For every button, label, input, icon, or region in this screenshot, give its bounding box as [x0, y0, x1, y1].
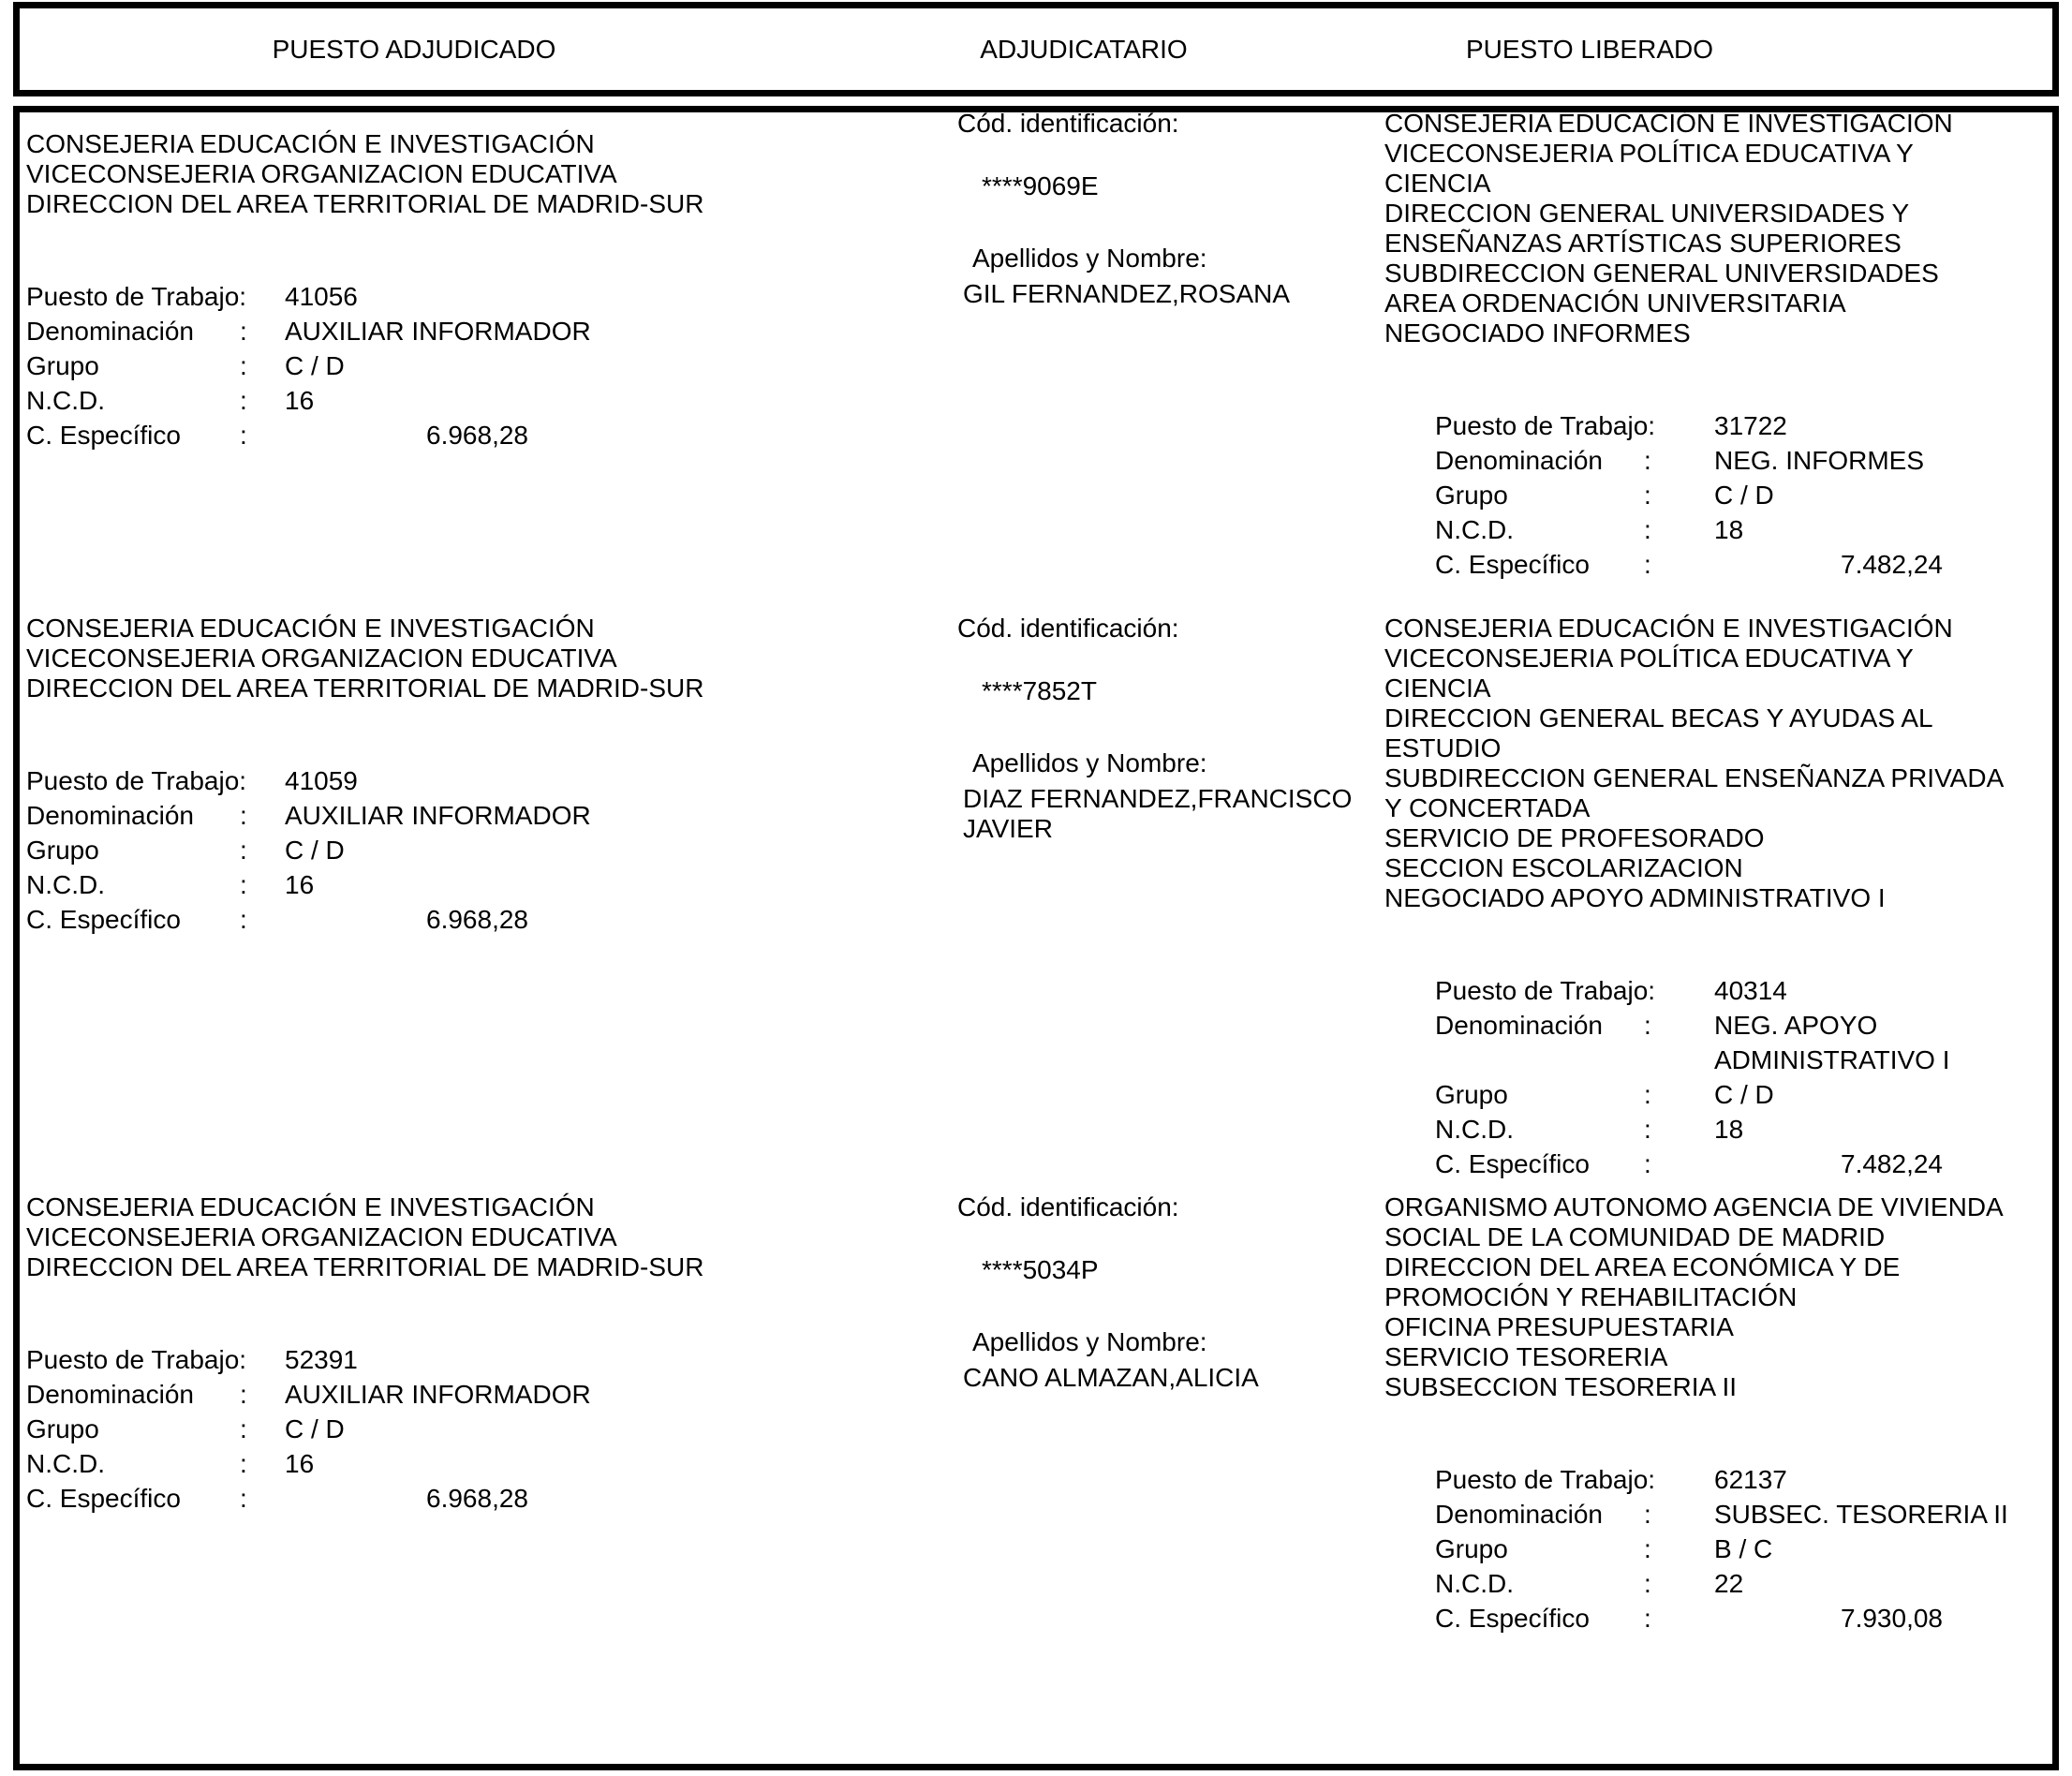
awarded-post-details — [26, 279, 957, 452]
detail-row-denominacion — [1435, 1497, 2052, 1532]
detail-label: Denominación — [26, 801, 194, 830]
detail-label: C. Específico — [26, 421, 181, 450]
detail-label: N.C.D. — [26, 870, 105, 899]
denominacion-line: NEG. APOYO — [1714, 1011, 1878, 1040]
detail-colon: : — [240, 351, 247, 380]
ncd-value: 22 — [1714, 1569, 1744, 1598]
denominacion-line: AUXILIAR INFORMADOR — [285, 317, 591, 346]
adjudicatario-block — [957, 109, 1384, 309]
org-line: SERVICIO TESORERIA — [1384, 1342, 1668, 1371]
detail-colon: : — [1644, 481, 1651, 510]
detail-row-denominacion — [26, 314, 957, 348]
especifico-value: 6.968,28 — [426, 905, 528, 934]
detail-label: Grupo — [1435, 481, 1508, 510]
detail-label: N.C.D. — [1435, 1115, 1514, 1144]
especifico-value: 6.968,28 — [426, 421, 528, 450]
detail-row-puesto — [26, 279, 957, 314]
detail-label: Denominación — [1435, 1500, 1603, 1529]
detail-label: N.C.D. — [26, 1449, 105, 1478]
detail-colon: : — [1644, 1569, 1651, 1598]
detail-row-ncd — [1435, 1112, 2052, 1147]
detail-label: Grupo — [26, 1414, 99, 1443]
detail-label: Puesto de Trabajo: — [1435, 1465, 1656, 1494]
org-line: VICECONSEJERIA POLÍTICA EDUCATIVA Y — [1384, 139, 1914, 168]
detail-colon: : — [1644, 446, 1651, 475]
org-line: SOCIAL DE LA COMUNIDAD DE MADRID — [1384, 1222, 1886, 1251]
denominacion-value — [1714, 1008, 2052, 1077]
puesto-number: 52391 — [285, 1345, 358, 1374]
detail-colon: : — [240, 386, 247, 415]
awarded-post-cell — [20, 607, 957, 1186]
detail-label: C. Específico — [26, 905, 181, 934]
assignment-record-1 — [20, 109, 2052, 607]
org-line: SUBDIRECCION GENERAL ENSEÑANZA PRIVADA — [1384, 763, 2005, 792]
org-line: ESTUDIO — [1384, 733, 1502, 762]
detail-colon: : — [240, 870, 247, 899]
detail-row-ncd — [26, 867, 957, 902]
detail-row-grupo — [1435, 1532, 2052, 1566]
org-line: CONSEJERIA EDUCACIÓN E INVESTIGACIÓN — [26, 129, 595, 158]
detail-row-grupo — [26, 348, 957, 383]
detail-label: Denominación — [1435, 1011, 1603, 1040]
denominacion-value — [285, 798, 957, 833]
ncd-value: 16 — [285, 1449, 315, 1478]
released-post-cell — [1384, 109, 2052, 607]
detail-label: N.C.D. — [1435, 515, 1514, 544]
org-line: CONSEJERIA EDUCACIÓN E INVESTIGACIÓN — [26, 614, 595, 643]
person-name — [957, 279, 1384, 309]
detail-label: Grupo — [26, 836, 99, 865]
detail-label: C. Específico — [1435, 1604, 1590, 1633]
detail-colon: : — [240, 1484, 247, 1513]
assignment-record-2 — [20, 607, 2052, 1186]
detail-label: Puesto de Trabajo: — [1435, 411, 1656, 440]
org-line: VICECONSEJERIA ORGANIZACION EDUCATIVA — [26, 1222, 617, 1251]
cod-identificacion-value: ****9069E — [982, 171, 1099, 200]
detail-colon: : — [240, 317, 247, 346]
detail-colon: : — [1644, 1080, 1651, 1109]
especifico-value: 7.482,24 — [1841, 1149, 1943, 1178]
org-line: VICECONSEJERIA ORGANIZACION EDUCATIVA — [26, 159, 617, 188]
detail-row-denominacion — [26, 1377, 957, 1412]
org-line: NEGOCIADO APOYO ADMINISTRATIVO I — [1384, 883, 1886, 912]
person-name-line: CANO ALMAZAN,ALICIA — [963, 1363, 1259, 1392]
detail-row-denominacion — [1435, 443, 2052, 478]
org-line: SUBSECCION TESORERIA II — [1384, 1372, 1738, 1401]
detail-colon: : — [1644, 1534, 1651, 1563]
detail-row-ncd — [1435, 1566, 2052, 1601]
org-line: SUBDIRECCION GENERAL UNIVERSIDADES — [1384, 259, 1939, 288]
especifico-value: 7.482,24 — [1841, 550, 1943, 579]
person-name — [957, 1363, 1384, 1393]
released-post-details — [1435, 1462, 2052, 1635]
org-line: CIENCIA — [1384, 673, 1491, 703]
apellidos-label: Apellidos y Nombre: — [972, 1327, 1207, 1356]
detail-colon: : — [240, 1449, 247, 1478]
cod-identificacion-value: ****7852T — [982, 676, 1097, 705]
detail-label: Grupo — [1435, 1534, 1508, 1563]
denominacion-value — [285, 314, 957, 348]
detail-row-especifico — [1435, 1147, 2052, 1181]
person-name-line: DIAZ FERNANDEZ,FRANCISCO — [963, 784, 1353, 813]
adjudicatario-block — [957, 614, 1384, 844]
detail-row-denominacion — [26, 798, 957, 833]
detail-label: C. Específico — [1435, 1149, 1590, 1178]
awarded-post-details — [26, 1342, 957, 1516]
grupo-value: C / D — [1714, 1080, 1774, 1109]
column-header-adjudicatario: ADJUDICATARIO — [980, 34, 1188, 64]
detail-label: Denominación — [1435, 446, 1603, 475]
detail-colon: : — [240, 836, 247, 865]
table-body — [13, 106, 2059, 1770]
detail-row-ncd — [26, 1446, 957, 1481]
released-post-details — [1435, 408, 2052, 582]
ncd-value: 18 — [1714, 515, 1744, 544]
detail-colon — [240, 1342, 285, 1377]
detail-colon: : — [240, 905, 247, 934]
detail-label: Puesto de Trabajo: — [1435, 976, 1656, 1005]
detail-colon: : — [1644, 1604, 1651, 1633]
puesto-number: 62137 — [1714, 1465, 1787, 1494]
detail-label: Puesto de Trabajo: — [26, 1345, 247, 1374]
org-line: SERVICIO DE PROFESORADO — [1384, 823, 1765, 852]
org-line: CONSEJERIA EDUCACIÓN E INVESTIGACIÓN — [26, 1192, 595, 1221]
org-line: CIENCIA — [1384, 169, 1491, 198]
detail-row-puesto — [1435, 408, 2052, 443]
org-line: CONSEJERIA EDUCACIÓN E INVESTIGACIÓN — [1384, 109, 1953, 138]
detail-row-puesto — [26, 763, 957, 798]
detail-colon: : — [1644, 1149, 1651, 1178]
awarded-org-unit — [26, 614, 957, 703]
org-line: VICECONSEJERIA ORGANIZACION EDUCATIVA — [26, 644, 617, 673]
detail-row-puesto — [1435, 973, 2052, 1008]
released-org-unit — [1384, 614, 2052, 913]
awarded-post-cell — [20, 1186, 957, 1764]
apellidos-label: Apellidos y Nombre: — [972, 244, 1207, 273]
puesto-number: 40314 — [1714, 976, 1787, 1005]
awarded-post-details — [26, 763, 957, 937]
detail-row-puesto — [1435, 1462, 2052, 1497]
detail-colon: : — [240, 801, 247, 830]
ncd-value: 16 — [285, 870, 315, 899]
grupo-value: C / D — [285, 351, 345, 380]
org-line: ORGANISMO AUTONOMO AGENCIA DE VIVIENDA — [1384, 1192, 2004, 1221]
denominacion-line: NEG. INFORMES — [1714, 446, 1925, 475]
detail-label: Puesto de Trabajo: — [26, 766, 247, 795]
detail-row-grupo — [1435, 478, 2052, 512]
org-line: Y CONCERTADA — [1384, 793, 1591, 822]
detail-colon — [1644, 408, 1714, 443]
denominacion-value — [285, 1377, 957, 1412]
awarded-post-cell — [20, 112, 957, 607]
ncd-value: 16 — [285, 386, 315, 415]
grupo-value: C / D — [285, 1414, 345, 1443]
detail-colon: : — [240, 1380, 247, 1409]
person-name-line: GIL FERNANDEZ,ROSANA — [963, 279, 1291, 308]
awarded-org-unit — [26, 1192, 957, 1282]
org-line: NEGOCIADO INFORMES — [1384, 318, 1691, 348]
detail-colon: : — [240, 1414, 247, 1443]
detail-colon: : — [240, 421, 247, 450]
table-header — [13, 2, 2059, 96]
adjudicatario-block — [957, 1192, 1384, 1393]
denominacion-line: AUXILIAR INFORMADOR — [285, 1380, 591, 1409]
grupo-value: C / D — [1714, 481, 1774, 510]
detail-row-especifico — [1435, 547, 2052, 582]
detail-colon: : — [1644, 515, 1651, 544]
adjudicatario-cell — [957, 607, 1384, 1186]
denominacion-value — [1714, 1497, 2052, 1532]
org-line: DIRECCION DEL AREA ECONÓMICA Y DE — [1384, 1252, 1901, 1281]
org-line: AREA ORDENACIÓN UNIVERSITARIA — [1384, 289, 1846, 318]
grupo-value: B / C — [1714, 1534, 1773, 1563]
cod-identificacion-label: Cód. identificación: — [957, 614, 1179, 643]
detail-colon: : — [1644, 1500, 1651, 1529]
detail-colon — [240, 763, 285, 798]
puesto-number: 31722 — [1714, 411, 1787, 440]
detail-colon: : — [1644, 550, 1651, 579]
detail-row-grupo — [26, 833, 957, 867]
person-name — [957, 784, 1384, 844]
puesto-number: 41059 — [285, 766, 358, 795]
detail-row-ncd — [1435, 512, 2052, 547]
detail-label: C. Específico — [1435, 550, 1590, 579]
detail-row-ncd — [26, 383, 957, 418]
detail-label: Denominación — [26, 317, 194, 346]
org-line: CONSEJERIA EDUCACIÓN E INVESTIGACIÓN — [1384, 614, 1953, 643]
ncd-value: 18 — [1714, 1115, 1744, 1144]
detail-row-grupo — [26, 1412, 957, 1446]
detail-label: Denominación — [26, 1380, 194, 1409]
assignment-record-3 — [20, 1186, 2052, 1764]
org-line: SECCION ESCOLARIZACION — [1384, 853, 1743, 882]
detail-row-especifico — [26, 418, 957, 452]
denominacion-value — [1714, 443, 2052, 478]
org-line: OFICINA PRESUPUESTARIA — [1384, 1312, 1734, 1341]
detail-row-especifico — [1435, 1601, 2052, 1635]
detail-row-puesto — [26, 1342, 957, 1377]
detail-label: Puesto de Trabajo: — [26, 282, 247, 311]
org-line: DIRECCION DEL AREA TERRITORIAL DE MADRID-SUR — [26, 189, 704, 218]
denominacion-line: ADMINISTRATIVO I — [1714, 1045, 1950, 1074]
denominacion-line: SUBSEC. TESORERIA II — [1714, 1500, 2008, 1529]
detail-row-especifico — [26, 1481, 957, 1516]
detail-row-grupo — [1435, 1077, 2052, 1112]
org-line: DIRECCION GENERAL BECAS Y AYUDAS AL — [1384, 703, 1933, 733]
org-line: DIRECCION DEL AREA TERRITORIAL DE MADRID-SUR — [26, 1252, 704, 1281]
detail-colon: : — [1644, 1115, 1651, 1144]
cod-identificacion-label: Cód. identificación: — [957, 109, 1179, 138]
released-post-details — [1435, 973, 2052, 1181]
detail-label: Grupo — [26, 351, 99, 380]
org-line: DIRECCION GENERAL UNIVERSIDADES Y — [1384, 199, 1910, 228]
detail-label: Grupo — [1435, 1080, 1508, 1109]
column-header-puesto-liberado: PUESTO LIBERADO — [1465, 34, 1714, 64]
detail-colon: : — [1644, 1011, 1651, 1040]
detail-colon — [240, 279, 285, 314]
detail-label: C. Específico — [26, 1484, 181, 1513]
awarded-org-unit — [26, 129, 957, 219]
especifico-value: 6.968,28 — [426, 1484, 528, 1513]
grupo-value: C / D — [285, 836, 345, 865]
released-org-unit — [1384, 109, 2052, 348]
detail-colon — [1644, 1462, 1714, 1497]
detail-label: N.C.D. — [1435, 1569, 1514, 1598]
org-line: VICECONSEJERIA POLÍTICA EDUCATIVA Y — [1384, 644, 1914, 673]
org-line: ENSEÑANZAS ARTÍSTICAS SUPERIORES — [1384, 229, 1902, 258]
released-post-cell — [1384, 1186, 2052, 1764]
especifico-value: 7.930,08 — [1841, 1604, 1943, 1633]
person-name-line: JAVIER — [963, 814, 1053, 843]
adjudicatario-cell — [957, 109, 1384, 607]
org-line: DIRECCION DEL AREA TERRITORIAL DE MADRID-SUR — [26, 673, 704, 703]
puesto-number: 41056 — [285, 282, 358, 311]
detail-label: N.C.D. — [26, 386, 105, 415]
cod-identificacion-value: ****5034P — [982, 1255, 1099, 1284]
org-line: PROMOCIÓN Y REHABILITACIÓN — [1384, 1282, 1798, 1311]
apellidos-label: Apellidos y Nombre: — [972, 748, 1207, 777]
detail-colon — [1644, 973, 1714, 1008]
released-post-cell — [1384, 607, 2052, 1186]
denominacion-line: AUXILIAR INFORMADOR — [285, 801, 591, 830]
cod-identificacion-label: Cód. identificación: — [957, 1192, 1179, 1221]
detail-row-denominacion — [1435, 1008, 2052, 1077]
adjudicatario-cell — [957, 1186, 1384, 1764]
column-header-puesto-adjudicado: PUESTO ADJUDICADO — [272, 34, 556, 64]
released-org-unit — [1384, 1192, 2052, 1402]
detail-row-especifico — [26, 902, 957, 937]
